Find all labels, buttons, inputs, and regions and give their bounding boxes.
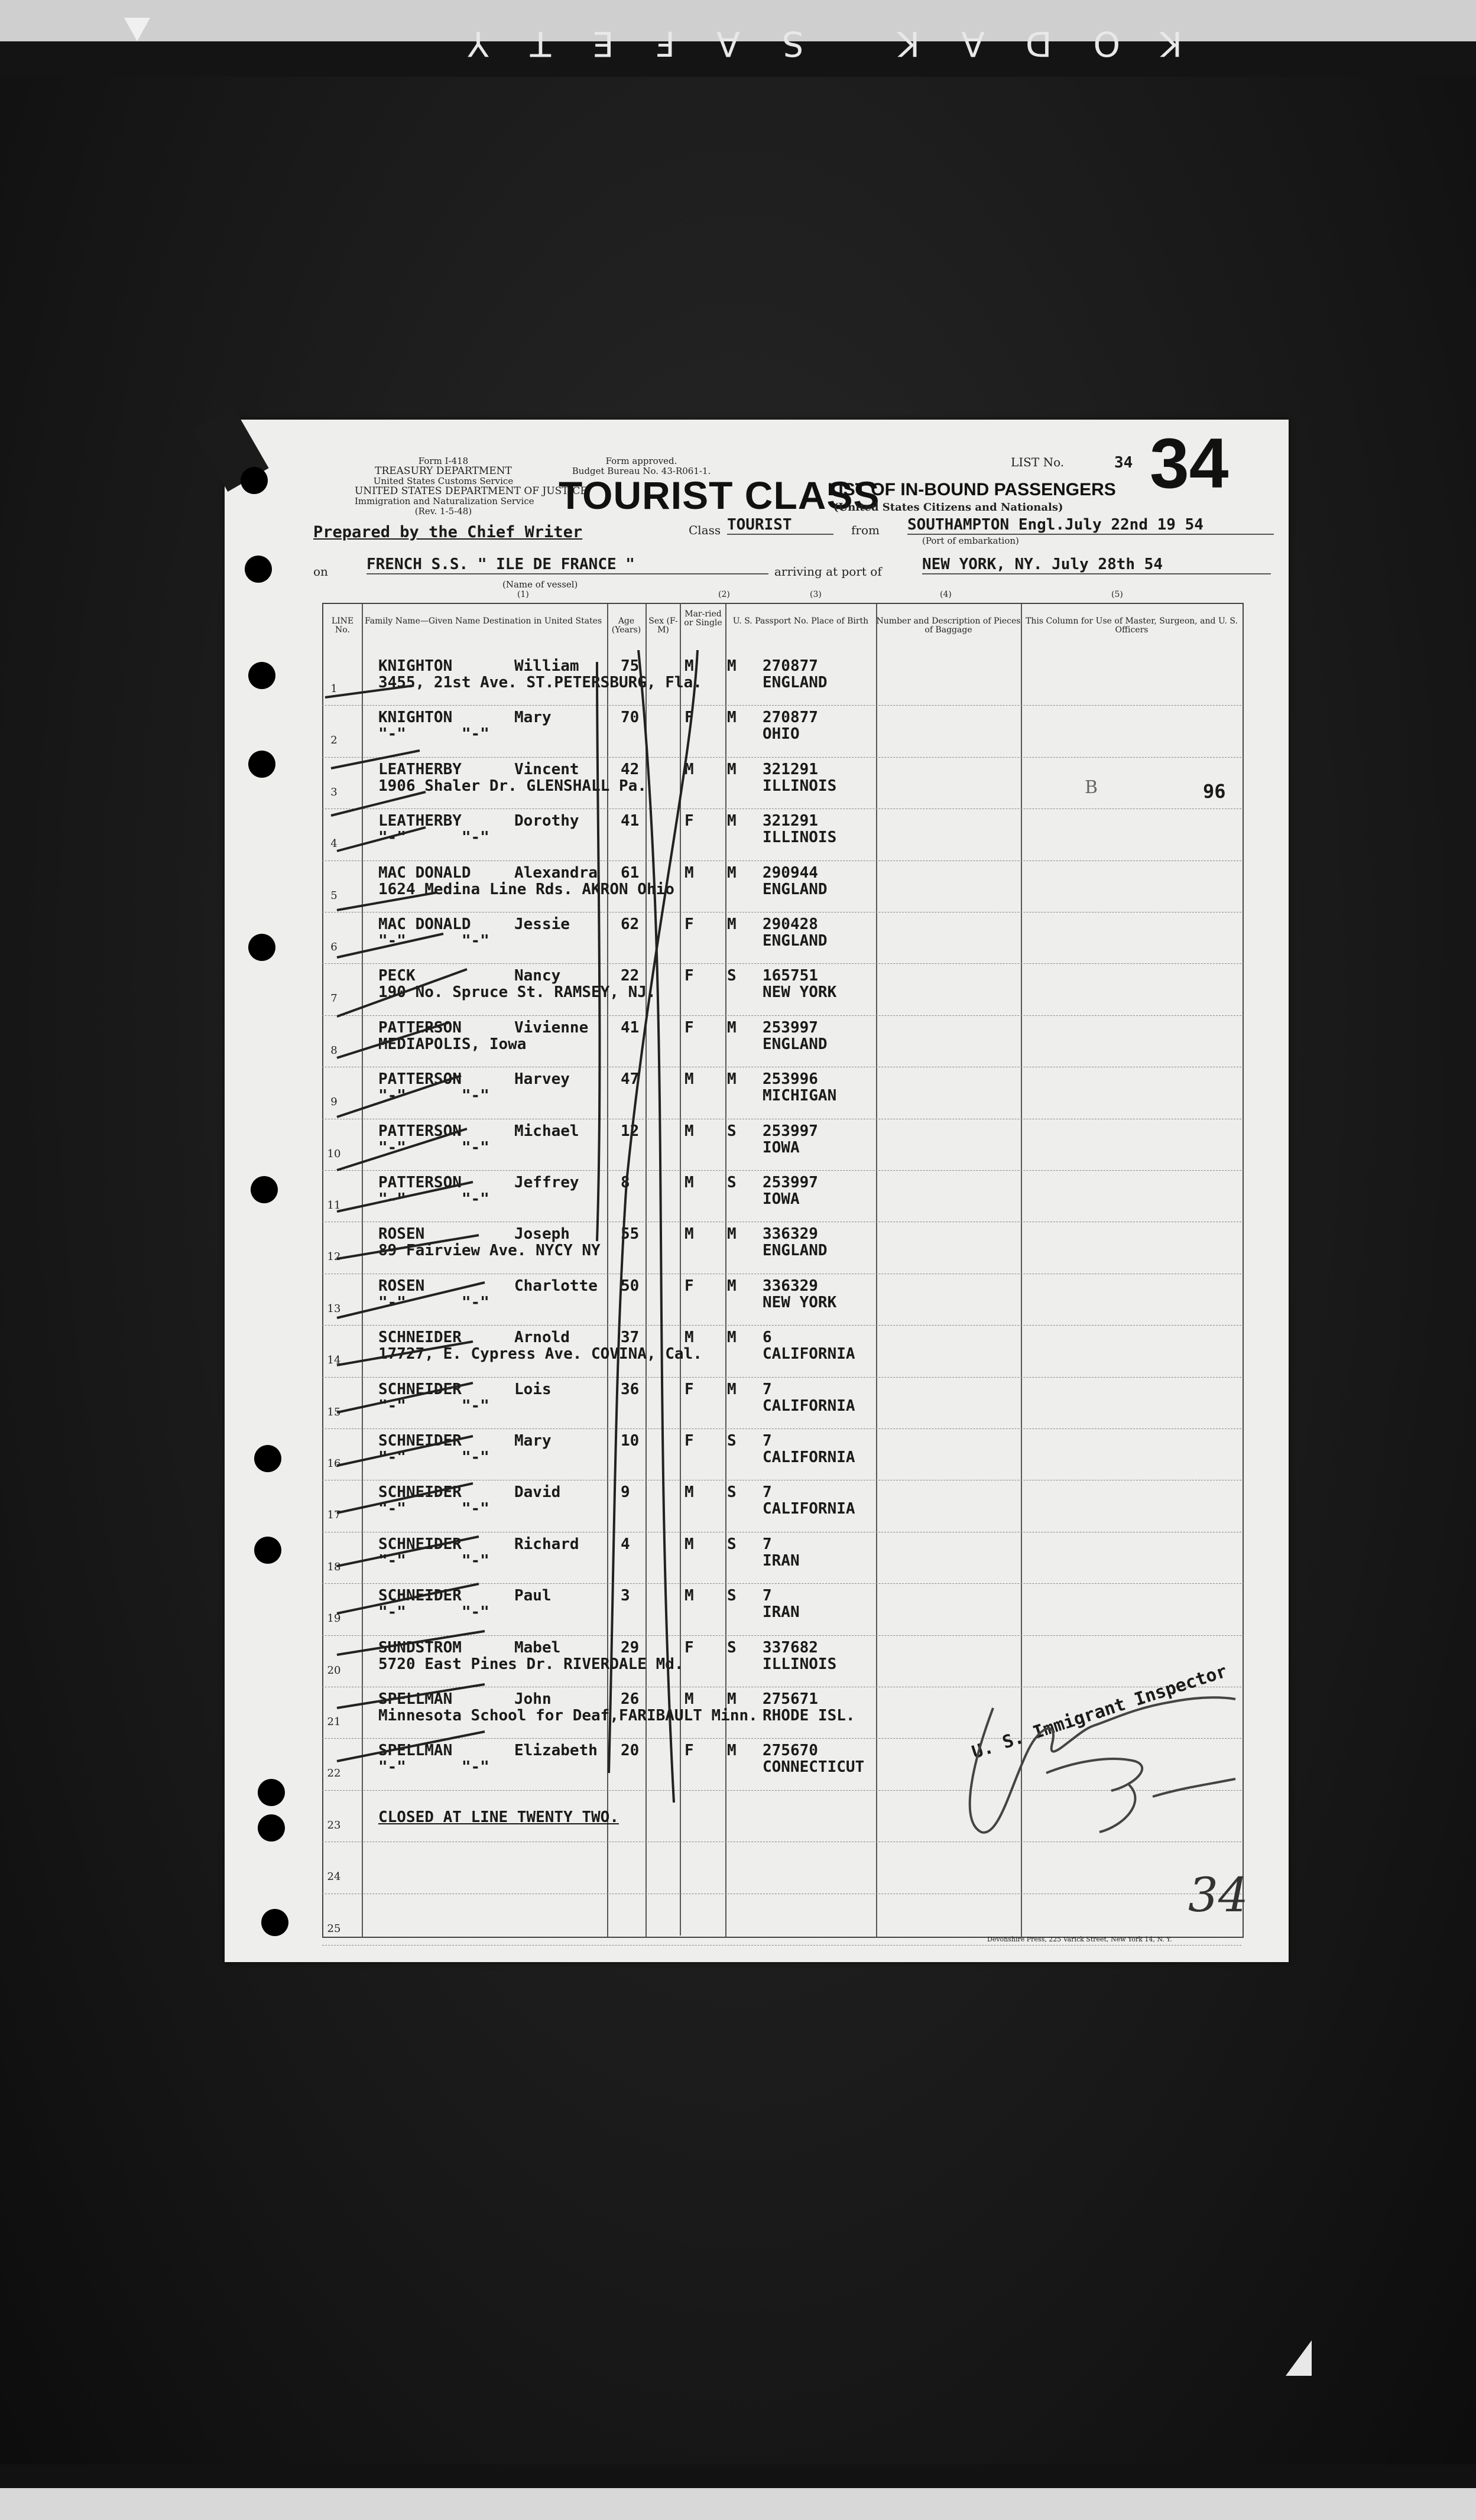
passenger-age: 47: [621, 1070, 640, 1089]
passenger-age: 62: [621, 915, 640, 933]
row-line-number: 18: [327, 1560, 341, 1573]
passenger-marital-status: M: [727, 1018, 737, 1037]
passenger-destination: "-" "-": [378, 1190, 489, 1208]
passenger-given-name: Elizabeth: [514, 1742, 598, 1760]
passenger-marital-status: M: [727, 1329, 737, 1347]
passenger-family-name: PATTERSON: [378, 1018, 462, 1037]
passenger-age: 8: [621, 1174, 630, 1191]
tourist-class-stamp: TOURIST CLASS: [559, 473, 880, 517]
passenger-place-of-birth: ILLINOIS: [763, 1655, 837, 1673]
row-line-number: 16: [327, 1457, 341, 1470]
passenger-passport-no: 290428: [763, 915, 818, 933]
row-line-number: 3: [330, 785, 338, 798]
passenger-marital-status: M: [727, 863, 737, 882]
passenger-sex: M: [685, 1535, 694, 1553]
passenger-sex: F: [685, 1380, 694, 1398]
passenger-family-name: LEATHERBY: [378, 812, 462, 830]
passenger-family-name: SCHNEIDER: [378, 1483, 462, 1502]
form-approved: Form approved.: [605, 456, 677, 466]
passenger-age: 4: [621, 1535, 630, 1553]
passenger-destination: 5720 East Pines Dr. RIVERDALE Md.: [378, 1655, 684, 1673]
passenger-age: 61: [621, 863, 640, 882]
passenger-passport-no: 290944: [763, 863, 818, 882]
passenger-destination: "-" "-": [378, 829, 489, 847]
row-line-number: 15: [327, 1405, 341, 1418]
passenger-given-name: Vivienne: [514, 1018, 589, 1037]
passenger-sex: F: [685, 1638, 694, 1657]
passenger-age: 3: [621, 1587, 630, 1605]
passenger-age: 20: [621, 1742, 640, 1760]
film-corner-marker-icon: [1286, 2340, 1312, 2376]
treasury-dept: TREASURY DEPARTMENT: [375, 465, 512, 477]
passenger-marital-status: M: [727, 1070, 737, 1089]
row-line-number: 4: [330, 837, 338, 850]
passenger-passport-no: 165751: [763, 967, 818, 985]
passenger-place-of-birth: IRAN: [763, 1551, 800, 1570]
row-line-number: 11: [327, 1199, 341, 1212]
passenger-family-name: MAC DONALD: [378, 863, 471, 882]
passenger-family-name: SCHNEIDER: [378, 1329, 462, 1347]
passenger-sex: F: [685, 915, 694, 933]
passenger-destination: Minnesota School for Deaf,FARIBAULT Minn.: [378, 1707, 758, 1725]
passenger-age: 75: [621, 657, 640, 675]
passenger-marital-status: M: [727, 1225, 737, 1243]
header-age: Age (Years): [611, 616, 641, 635]
passenger-age: 41: [621, 812, 640, 830]
passenger-age: 12: [621, 1122, 640, 1140]
passenger-given-name: John: [514, 1690, 552, 1708]
passenger-passport-no: 7: [763, 1432, 772, 1450]
passenger-destination: 3455, 21st Ave. ST.PETERSBURG, Fla.: [378, 674, 702, 691]
passenger-passport-no: 7: [763, 1587, 772, 1605]
passenger-family-name: SPELLMAN: [378, 1742, 453, 1760]
col-num-4: (4): [940, 590, 952, 599]
passenger-place-of-birth: CONNECTICUT: [763, 1758, 865, 1777]
passenger-given-name: Jessie: [514, 915, 570, 933]
row-line-number: 24: [327, 1870, 341, 1883]
passenger-marital-status: M: [727, 709, 737, 727]
row-line-number: 8: [330, 1044, 338, 1057]
passenger-marital-status: M: [727, 657, 737, 675]
passenger-passport-no: 275670: [763, 1742, 818, 1760]
form-revision: (Rev. 1-5-48): [414, 506, 472, 517]
film-edge-bottom-inner: [0, 2464, 1476, 2488]
passenger-family-name: SCHNEIDER: [378, 1535, 462, 1553]
passenger-given-name: Alexandra: [514, 863, 598, 882]
passenger-age: 50: [621, 1277, 640, 1295]
passenger-given-name: Jeffrey: [514, 1174, 579, 1191]
row-line-number: 19: [327, 1612, 341, 1625]
passenger-passport-no: 7: [763, 1380, 772, 1398]
passenger-family-name: PATTERSON: [378, 1070, 462, 1089]
passenger-family-name: KNIGHTON: [378, 709, 453, 727]
punch-hole-icon: [248, 934, 275, 961]
header-passport: U. S. Passport No. Place of Birth: [732, 616, 869, 626]
passenger-marital-status: S: [727, 1122, 737, 1140]
passenger-sex: F: [685, 1277, 694, 1295]
passenger-given-name: Joseph: [514, 1225, 570, 1243]
passenger-family-name: SUNDSTROM: [378, 1638, 462, 1657]
passenger-place-of-birth: ILLINOIS: [763, 777, 837, 795]
row-line-number: 9: [330, 1096, 338, 1109]
passenger-place-of-birth: CALIFORNIA: [763, 1449, 855, 1466]
passenger-given-name: Mabel: [514, 1638, 561, 1657]
passenger-age: 55: [621, 1225, 640, 1243]
passenger-place-of-birth: NEW YORK: [763, 1293, 837, 1311]
passenger-sex: F: [685, 967, 694, 985]
passenger-given-name: David: [514, 1483, 561, 1502]
passenger-place-of-birth: CALIFORNIA: [763, 1397, 855, 1415]
passenger-marital-status: S: [727, 1483, 737, 1502]
passenger-passport-no: 321291: [763, 812, 818, 830]
header-married: Mar-ried or Single: [684, 609, 722, 628]
passenger-sex: M: [685, 863, 694, 882]
passenger-passport-no: 275671: [763, 1690, 818, 1708]
passenger-family-name: SCHNEIDER: [378, 1432, 462, 1450]
passenger-family-name: ROSEN: [378, 1277, 425, 1295]
passenger-given-name: Vincent: [514, 760, 579, 778]
passenger-given-name: Lois: [514, 1380, 552, 1398]
passenger-place-of-birth: ENGLAND: [763, 674, 828, 691]
passenger-age: 41: [621, 1018, 640, 1037]
passenger-age: 26: [621, 1690, 640, 1708]
passenger-destination: MEDIAPOLIS, Iowa: [378, 1035, 527, 1053]
vessel-value: FRENCH S.S. " ILE DE FRANCE ": [366, 556, 768, 574]
passenger-passport-no: 270877: [763, 657, 818, 675]
passenger-passport-no: 253997: [763, 1174, 818, 1191]
row-line-number: 12: [327, 1251, 341, 1264]
passenger-given-name: Nancy: [514, 967, 561, 985]
passenger-place-of-birth: NEW YORK: [763, 983, 837, 1002]
row-line-number: 2: [330, 734, 338, 747]
form-number: Form I-418: [418, 456, 469, 466]
passenger-given-name: Dorothy: [514, 812, 579, 830]
passenger-place-of-birth: IOWA: [763, 1190, 800, 1208]
passenger-given-name: Richard: [514, 1535, 579, 1553]
passenger-place-of-birth: ENGLAND: [763, 932, 828, 950]
col-num-5: (5): [1111, 590, 1123, 599]
page-mark-handwritten: 34: [1188, 1868, 1248, 1923]
passenger-sex: M: [685, 1690, 694, 1708]
col-divider-spacer: [680, 603, 681, 650]
passenger-marital-status: M: [727, 1742, 737, 1760]
class-value: TOURIST: [727, 516, 833, 535]
passenger-family-name: SPELLMAN: [378, 1690, 453, 1708]
justice-dept: UNITED STATES DEPARTMENT OF JUSTICE: [355, 485, 588, 497]
passenger-given-name: William: [514, 657, 579, 675]
row-line-number: 6: [330, 941, 338, 953]
header-name: Family Name—Given Name Destination in United States: [365, 616, 602, 626]
row-line-number: 1: [330, 683, 338, 695]
passenger-sex: M: [685, 1122, 694, 1140]
passenger-place-of-birth: CALIFORNIA: [763, 1500, 855, 1518]
passenger-destination: "-" "-": [378, 725, 489, 743]
passenger-sex: F: [685, 1018, 694, 1037]
passenger-sex: F: [685, 812, 694, 830]
header-officers: This Column for Use of Master, Surgeon, and U. S. Officers: [1026, 616, 1238, 635]
row-line-number: 10: [327, 1147, 341, 1160]
header-sex: Sex (F-M): [648, 616, 678, 635]
passenger-destination: "-" "-": [378, 1758, 489, 1777]
passenger-place-of-birth: IOWA: [763, 1138, 800, 1157]
passenger-family-name: PECK: [378, 967, 416, 985]
row-line-number: 13: [327, 1302, 341, 1315]
passenger-marital-status: M: [727, 1690, 737, 1708]
form-header-left: [355, 456, 588, 517]
passenger-destination: 1906 Shaler Dr. GLENSHALL Pa.: [378, 777, 647, 795]
header-baggage: Number and Description of Pieces of Baggage: [876, 616, 1021, 635]
printer-imprint: Devonshire Press, 225 Varick Street, New York 14, N. Y.: [987, 1936, 1172, 1943]
passenger-marital-status: M: [727, 760, 737, 778]
passenger-sex: M: [685, 657, 694, 675]
col-divider: [876, 604, 877, 1937]
check-marks-icon: [319, 650, 733, 1832]
passenger-place-of-birth: ENGLAND: [763, 880, 828, 898]
passenger-place-of-birth: ENGLAND: [763, 1242, 828, 1260]
prepared-by: Prepared by the Chief Writer: [313, 523, 583, 541]
passenger-given-name: Harvey: [514, 1070, 570, 1089]
passenger-family-name: PATTERSON: [378, 1174, 462, 1191]
passenger-passport-no: 253997: [763, 1122, 818, 1140]
passenger-sex: M: [685, 760, 694, 778]
list-subtitle: (United States Citizens and Nationals): [833, 501, 1063, 514]
passenger-marital-status: S: [727, 1638, 737, 1657]
passenger-destination: "-" "-": [378, 1551, 489, 1570]
passenger-passport-no: 7: [763, 1535, 772, 1553]
passenger-family-name: KNIGHTON: [378, 657, 453, 675]
vessel-label: (Name of vessel): [502, 579, 578, 590]
passenger-destination: "-" "-": [378, 1087, 489, 1105]
passenger-place-of-birth: OHIO: [763, 725, 800, 743]
passenger-sex: M: [685, 1070, 694, 1089]
passenger-passport-no: 7: [763, 1483, 772, 1502]
row-line-number: 22: [327, 1767, 341, 1780]
passenger-given-name: Mary: [514, 709, 552, 727]
passenger-place-of-birth: RHODE ISL.: [763, 1707, 855, 1725]
passenger-family-name: SCHNEIDER: [378, 1380, 462, 1398]
inspector-signature-icon: [958, 1684, 1253, 1850]
list-no-label: LIST No.: [1011, 455, 1065, 469]
arriving-label: arriving at port of: [774, 564, 882, 579]
passenger-destination: 1624 Medina Line Rds. AKRON Ohio: [378, 880, 674, 898]
row-separator: [322, 1945, 1241, 1946]
row-line-number: 20: [327, 1664, 341, 1677]
officer-mark: B: [1085, 777, 1098, 798]
on-label: on: [313, 564, 328, 579]
passenger-passport-no: 336329: [763, 1277, 818, 1295]
punch-hole-icon: [245, 556, 272, 583]
row-line-number: 25: [327, 1922, 341, 1935]
passenger-sex: F: [685, 1742, 694, 1760]
passenger-sex: M: [685, 1225, 694, 1243]
passenger-family-name: ROSEN: [378, 1225, 425, 1243]
row-line-number: 23: [327, 1818, 341, 1831]
passenger-place-of-birth: ENGLAND: [763, 1035, 828, 1053]
passenger-passport-no: 253996: [763, 1070, 818, 1089]
passenger-marital-status: S: [727, 1587, 737, 1605]
passenger-destination: 17727, E. Cypress Ave. COVINA, Cal.: [378, 1345, 702, 1363]
budget-bureau: Budget Bureau No. 43-R061-1.: [572, 466, 711, 476]
passenger-passport-no: 321291: [763, 760, 818, 778]
passenger-marital-status: S: [727, 1535, 737, 1553]
from-value: SOUTHAMPTON Engl.July 22nd 19 54: [907, 516, 1274, 535]
passenger-family-name: MAC DONALD: [378, 915, 471, 933]
passenger-destination: "-" "-": [378, 1397, 489, 1415]
passenger-sex: M: [685, 1174, 694, 1191]
passenger-place-of-birth: ILLINOIS: [763, 829, 837, 847]
passenger-destination: "-" "-": [378, 1500, 489, 1518]
list-title: LIST OF IN-BOUND PASSENGERS: [828, 480, 1116, 499]
passenger-age: 9: [621, 1483, 630, 1502]
passenger-sex: M: [685, 1483, 694, 1502]
punch-hole-icon: [241, 467, 268, 494]
passenger-family-name: LEATHERBY: [378, 760, 462, 778]
list-no-big: 34: [1150, 424, 1229, 503]
film-edge-text: KODAK SAFETY: [426, 24, 1182, 64]
passenger-age: 36: [621, 1380, 640, 1398]
customs-service: United States Customs Service: [373, 476, 514, 486]
row-line-number: 17: [327, 1509, 341, 1522]
passenger-sex: M: [685, 1329, 694, 1347]
punch-hole-icon: [248, 662, 275, 689]
from-label: from: [851, 523, 880, 537]
list-no-small: 34: [1114, 454, 1133, 472]
row-line-number: 21: [327, 1716, 341, 1728]
punch-hole-icon: [258, 1814, 285, 1842]
col-num-1: (1): [517, 590, 529, 599]
punch-hole-icon: [261, 1909, 288, 1936]
passenger-destination: 89 Fairview Ave. NYCY NY: [378, 1242, 601, 1260]
passenger-sex: F: [685, 709, 694, 727]
row-line-number: 14: [327, 1354, 341, 1367]
inspector-stamp: U. S. Immigrant Inspector: [969, 1661, 1230, 1764]
passenger-destination: "-" "-": [378, 1449, 489, 1466]
row-line-number: 5: [330, 889, 338, 902]
punch-hole-icon: [251, 1176, 278, 1203]
passenger-marital-status: M: [727, 915, 737, 933]
passenger-place-of-birth: IRAN: [763, 1603, 800, 1622]
passenger-destination: "-" "-": [378, 1603, 489, 1622]
passenger-given-name: Paul: [514, 1587, 552, 1605]
closing-line: CLOSED AT LINE TWENTY TWO.: [378, 1808, 619, 1826]
passenger-passport-no: 337682: [763, 1638, 818, 1657]
passenger-passport-no: 336329: [763, 1225, 818, 1243]
passenger-age: 22: [621, 967, 640, 985]
passenger-destination: 190 No. Spruce St. RAMSEY, NJ.: [378, 983, 656, 1002]
class-label: Class: [689, 523, 721, 537]
passenger-marital-status: M: [727, 1277, 737, 1295]
passenger-age: 29: [621, 1638, 640, 1657]
passenger-sex: M: [685, 1587, 694, 1605]
passenger-passport-no: 253997: [763, 1018, 818, 1037]
punch-hole-icon: [254, 1537, 281, 1564]
passenger-place-of-birth: MICHIGAN: [763, 1087, 837, 1105]
passenger-age: 70: [621, 709, 640, 727]
ins-service: Immigration and Naturalization Service: [355, 496, 534, 506]
passenger-age: 37: [621, 1329, 640, 1347]
passenger-destination: "-" "-": [378, 932, 489, 950]
col-num-3: (3): [810, 590, 822, 599]
passenger-age: 10: [621, 1432, 640, 1450]
passenger-passport-no: 270877: [763, 709, 818, 727]
passenger-given-name: Charlotte: [514, 1277, 598, 1295]
passenger-place-of-birth: CALIFORNIA: [763, 1345, 855, 1363]
passenger-family-name: PATTERSON: [378, 1122, 462, 1140]
passenger-given-name: Michael: [514, 1122, 579, 1140]
passenger-marital-status: M: [727, 1380, 737, 1398]
arriving-value: NEW YORK, NY. July 28th 54: [922, 556, 1271, 574]
passenger-passport-no: 6: [763, 1329, 772, 1347]
passenger-family-name: SCHNEIDER: [378, 1587, 462, 1605]
row-line-number: 7: [330, 992, 338, 1005]
header-line-no: LINE No.: [331, 616, 354, 635]
passenger-marital-status: M: [727, 812, 737, 830]
punch-hole-icon: [254, 1445, 281, 1472]
passenger-marital-status: S: [727, 967, 737, 985]
officer-note: 96: [1203, 780, 1226, 803]
punch-hole-icon: [258, 1779, 285, 1806]
passenger-age: 42: [621, 760, 640, 778]
port-embark-label: (Port of embarkation): [922, 535, 1019, 546]
film-edge-marker-icon: [124, 18, 150, 41]
passenger-sex: F: [685, 1432, 694, 1450]
col-num-2: (2): [718, 590, 730, 599]
passenger-given-name: Mary: [514, 1432, 552, 1450]
punch-hole-icon: [248, 751, 275, 778]
passenger-destination: "-" "-": [378, 1138, 489, 1157]
passenger-destination: "-" "-": [378, 1293, 489, 1311]
passenger-marital-status: S: [727, 1432, 737, 1450]
passenger-marital-status: S: [727, 1174, 737, 1191]
passenger-given-name: Arnold: [514, 1329, 570, 1347]
